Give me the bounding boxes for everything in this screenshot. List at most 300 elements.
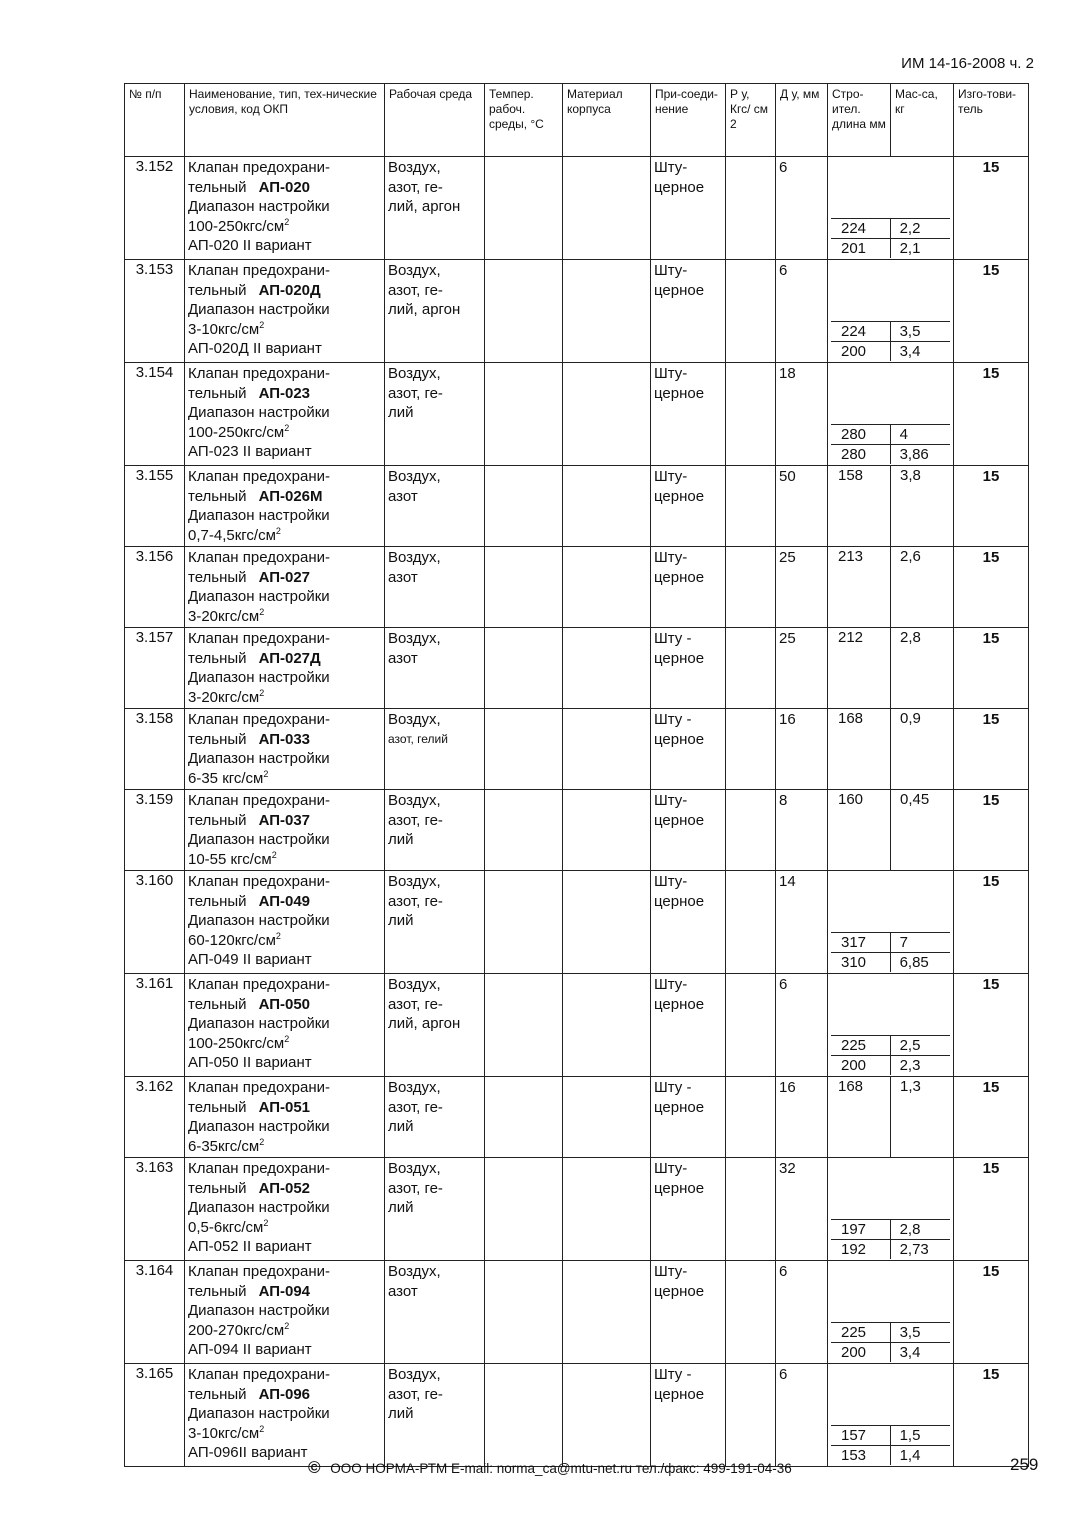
mass-value: 2,5 <box>899 1037 921 1054</box>
variant-label: АП-049 II вариант <box>188 951 312 968</box>
item-name <box>185 871 385 974</box>
manufacturer-code: 15 <box>954 1261 1029 1364</box>
connection-line: церное <box>654 281 705 299</box>
connection-type <box>651 709 726 790</box>
connection-line: Шту - <box>654 1079 692 1096</box>
item-name <box>185 363 385 466</box>
superscript: 2 <box>263 1217 269 1228</box>
connection-line: церное <box>654 811 705 829</box>
length-value: 212 <box>828 628 891 709</box>
item-type-line <box>188 384 381 404</box>
medium-line: Воздух, <box>388 1160 441 1177</box>
range-label: Диапазон настройки <box>188 1118 330 1135</box>
medium-line: азот <box>388 649 418 667</box>
item-name-line: Клапан предохрани- <box>188 365 330 382</box>
item-name-line: Клапан предохрани- <box>188 792 330 809</box>
material-cell <box>563 157 651 260</box>
item-name-line: Клапан предохрани- <box>188 1160 330 1177</box>
variant-label: АП-050 II вариант <box>188 1054 312 1071</box>
superscript: 2 <box>275 930 281 941</box>
range-value <box>188 769 381 789</box>
range-text: 100-250кгс/см <box>188 1034 285 1052</box>
range-value <box>188 217 381 237</box>
working-medium <box>385 157 485 260</box>
table-row <box>125 1158 1029 1261</box>
item-model: АП-023 <box>258 384 311 402</box>
temperature-cell <box>485 974 563 1077</box>
working-medium <box>385 709 485 790</box>
item-number: 3.154 <box>125 363 185 466</box>
table-row <box>125 466 1029 547</box>
medium-line: лий <box>388 1405 414 1422</box>
material-cell <box>563 628 651 709</box>
connection-line: Шту - <box>654 711 692 728</box>
item-type-line <box>188 1282 381 1302</box>
item-model: АП-094 <box>258 1282 311 1300</box>
variant-label: АП-094 II вариант <box>188 1341 312 1358</box>
nominal-diameter: 6 <box>776 974 828 1077</box>
item-type-line <box>188 995 381 1015</box>
manufacturer-code: 15 <box>954 790 1029 871</box>
column-header: Стро-ител. длина мм <box>828 84 891 157</box>
item-name-line: Клапан предохрани- <box>188 1366 330 1383</box>
range-label: Диапазон настройки <box>188 198 330 215</box>
medium-line: Воздух, <box>388 159 441 176</box>
pressure-cell <box>726 1364 776 1467</box>
variant-values-line <box>831 321 950 341</box>
connection-line: Шту- <box>654 792 688 809</box>
connection-type <box>651 871 726 974</box>
nominal-diameter: 25 <box>776 547 828 628</box>
range-label: Диапазон настройки <box>188 750 330 767</box>
medium-line: Воздух, <box>388 1366 441 1383</box>
mass-value: 2,73 <box>899 1241 929 1258</box>
pressure-cell <box>726 1077 776 1158</box>
length-mass-wrap <box>831 872 950 972</box>
nominal-diameter: 6 <box>776 157 828 260</box>
length-mass-cell <box>828 1364 954 1467</box>
range-label: Диапазон настройки <box>188 831 330 848</box>
variant-values-line <box>831 218 950 238</box>
medium-line: азот, ге- <box>388 892 443 910</box>
range-text: 0,5-6кгс/см <box>188 1218 264 1236</box>
mass-value: 1,3 <box>891 1077 954 1158</box>
length-value: 224 <box>831 322 891 341</box>
item-name <box>185 790 385 871</box>
length-value: 160 <box>828 790 891 871</box>
temperature-cell <box>485 466 563 547</box>
item-model: АП-027Д <box>258 649 321 667</box>
superscript: 2 <box>259 1423 265 1434</box>
working-medium <box>385 974 485 1077</box>
variant-values-line <box>831 1219 950 1239</box>
temperature-cell <box>485 363 563 466</box>
temperature-cell <box>485 260 563 363</box>
mass-value: 2,2 <box>899 220 921 237</box>
item-name-cont: тельный <box>188 1179 247 1197</box>
length-value: 317 <box>831 933 891 952</box>
superscript: 2 <box>284 1320 290 1331</box>
nominal-diameter: 6 <box>776 1261 828 1364</box>
valves-spec-table <box>124 83 1029 1467</box>
item-name-cont: тельный <box>188 995 247 1013</box>
medium-line: азот, ге- <box>388 178 443 196</box>
connection-line: церное <box>654 995 705 1013</box>
range-value <box>188 320 381 340</box>
item-name <box>185 974 385 1077</box>
item-model: АП-027 <box>258 568 311 586</box>
item-number: 3.165 <box>125 1364 185 1467</box>
connection-type <box>651 547 726 628</box>
item-number: 3.162 <box>125 1077 185 1158</box>
working-medium <box>385 871 485 974</box>
nominal-diameter: 14 <box>776 871 828 974</box>
medium-line: азот <box>388 568 418 586</box>
item-name-line: Клапан предохрани- <box>188 1263 330 1280</box>
connection-line: Шту- <box>654 262 688 279</box>
item-number: 3.161 <box>125 974 185 1077</box>
material-cell <box>563 466 651 547</box>
medium-line: лий <box>388 1118 414 1135</box>
nominal-diameter: 18 <box>776 363 828 466</box>
item-number: 3.155 <box>125 466 185 547</box>
item-model: АП-052 <box>258 1179 311 1197</box>
connection-type <box>651 790 726 871</box>
length-value: 157 <box>831 1426 891 1445</box>
variant-values-line <box>831 1445 950 1465</box>
length-mass-wrap <box>831 1365 950 1465</box>
range-label: Диапазон настройки <box>188 507 330 524</box>
medium-line: лий, аргон <box>388 198 461 215</box>
connection-line: Шту- <box>654 1160 688 1177</box>
material-cell <box>563 1364 651 1467</box>
variant-values-line <box>831 1342 950 1362</box>
length-value: 200 <box>831 1056 891 1075</box>
material-cell <box>563 871 651 974</box>
length-value: 225 <box>831 1323 891 1342</box>
connection-type <box>651 1158 726 1261</box>
manufacturer-code: 15 <box>954 974 1029 1077</box>
item-name-line: Клапан предохрани- <box>188 976 330 993</box>
range-label: Диапазон настройки <box>188 301 330 318</box>
medium-line: азот, ге- <box>388 1179 443 1197</box>
connection-line: церное <box>654 1098 705 1116</box>
material-cell <box>563 790 651 871</box>
superscript: 2 <box>275 525 281 536</box>
working-medium <box>385 363 485 466</box>
range-value <box>188 607 381 627</box>
item-model: АП-051 <box>258 1098 311 1116</box>
mass-value: 1,5 <box>899 1427 921 1444</box>
item-name-cont: тельный <box>188 649 247 667</box>
connection-type <box>651 157 726 260</box>
range-value <box>188 1321 381 1341</box>
connection-line: Шту- <box>654 549 688 566</box>
connection-type <box>651 1261 726 1364</box>
column-header: Р у, Кгс/ см 2 <box>726 84 776 157</box>
variant-label: АП-052 II вариант <box>188 1238 312 1255</box>
manufacturer-code: 15 <box>954 709 1029 790</box>
length-mass-cell <box>828 1158 954 1261</box>
variant-values-line <box>831 444 950 464</box>
material-cell <box>563 1077 651 1158</box>
medium-line: лий, аргон <box>388 1015 461 1032</box>
variant-values-line <box>831 424 950 444</box>
length-mass-wrap <box>831 261 950 361</box>
item-number: 3.152 <box>125 157 185 260</box>
range-text: 3-20кгс/см <box>188 688 260 706</box>
temperature-cell <box>485 1364 563 1467</box>
document-code: ИМ 14-16-2008 ч. 2 <box>901 55 1034 72</box>
table-row <box>125 871 1029 974</box>
copyright-icon: © <box>308 1458 321 1477</box>
footer-contacts: ООО НОРМА-РТМ E-mail: norma_ca@mtu-net.ru тел./факс: 499-191-04-36 <box>330 1461 792 1476</box>
item-name-cont: тельный <box>188 811 247 829</box>
length-value: 280 <box>831 425 891 444</box>
item-name-line: Клапан предохрани- <box>188 262 330 279</box>
range-text: 6-35 кгс/см <box>188 769 264 787</box>
range-value <box>188 850 381 870</box>
medium-line: азот <box>388 487 418 505</box>
nominal-diameter: 32 <box>776 1158 828 1261</box>
table-row <box>125 157 1029 260</box>
item-type-line <box>188 811 381 831</box>
temperature-cell <box>485 1261 563 1364</box>
range-label: Диапазон настройки <box>188 588 330 605</box>
medium-line: Воздух, <box>388 630 441 647</box>
connection-line: Шту- <box>654 159 688 176</box>
nominal-diameter: 50 <box>776 466 828 547</box>
connection-line: Шту- <box>654 976 688 993</box>
pressure-cell <box>726 790 776 871</box>
range-text: 6-35кгс/см <box>188 1137 260 1155</box>
medium-line: азот, ге- <box>388 1385 443 1403</box>
connection-type <box>651 628 726 709</box>
item-name-cont: тельный <box>188 892 247 910</box>
item-name-cont: тельный <box>188 1385 247 1403</box>
range-text: 10-55 кгс/см <box>188 850 272 868</box>
length-value: 224 <box>831 219 891 238</box>
range-text: 3-20кгс/см <box>188 607 260 625</box>
range-value <box>188 1034 381 1054</box>
temperature-cell <box>485 628 563 709</box>
working-medium <box>385 466 485 547</box>
connection-line: Шту- <box>654 1263 688 1280</box>
pressure-cell <box>726 709 776 790</box>
length-value: 192 <box>831 1240 891 1259</box>
table-row <box>125 260 1029 363</box>
item-number: 3.153 <box>125 260 185 363</box>
column-header: При-соеди-нение <box>651 84 726 157</box>
item-number: 3.157 <box>125 628 185 709</box>
superscript: 2 <box>284 216 290 227</box>
working-medium <box>385 1158 485 1261</box>
item-number: 3.158 <box>125 709 185 790</box>
range-label: Диапазон настройки <box>188 404 330 421</box>
connection-line: церное <box>654 730 705 748</box>
column-header: Д у, мм <box>776 84 828 157</box>
medium-line: Воздух, <box>388 365 441 382</box>
item-name <box>185 709 385 790</box>
range-label: Диапазон настройки <box>188 1015 330 1032</box>
medium-line: азот, ге- <box>388 811 443 829</box>
temperature-cell <box>485 1077 563 1158</box>
pressure-cell <box>726 547 776 628</box>
nominal-diameter: 25 <box>776 628 828 709</box>
temperature-cell <box>485 871 563 974</box>
item-name-cont: тельный <box>188 568 247 586</box>
variant-label: АП-096II вариант <box>188 1444 308 1461</box>
table-row <box>125 1261 1029 1364</box>
variant-values-line <box>831 932 950 952</box>
connection-type <box>651 974 726 1077</box>
column-header: Рабочая среда <box>385 84 485 157</box>
medium-line: Воздух, <box>388 976 441 993</box>
item-name-line: Клапан предохрани- <box>188 159 330 176</box>
pressure-cell <box>726 628 776 709</box>
column-header: Мас-са, кг <box>891 84 954 157</box>
connection-line: церное <box>654 1385 705 1403</box>
connection-line: Шту - <box>654 1366 692 1383</box>
variant-label: АП-023 II вариант <box>188 443 312 460</box>
item-number: 3.159 <box>125 790 185 871</box>
item-model: АП-096 <box>258 1385 311 1403</box>
length-mass-cell <box>828 260 954 363</box>
item-model: АП-037 <box>258 811 311 829</box>
table-row <box>125 363 1029 466</box>
item-type-line <box>188 281 381 301</box>
length-value: 168 <box>828 1077 891 1158</box>
connection-type <box>651 363 726 466</box>
item-model: АП-050 <box>258 995 311 1013</box>
connection-line: Шту- <box>654 873 688 890</box>
medium-line: азот, ге- <box>388 281 443 299</box>
item-name <box>185 466 385 547</box>
item-type-line <box>188 487 381 507</box>
mass-value: 2,8 <box>899 1221 921 1238</box>
medium-line: Воздух, <box>388 792 441 809</box>
medium-line: лий <box>388 912 414 929</box>
connection-line: церное <box>654 487 705 505</box>
table-header-row <box>125 84 1029 157</box>
item-number: 3.164 <box>125 1261 185 1364</box>
item-type-line <box>188 1098 381 1118</box>
column-header: Материал корпуса <box>563 84 651 157</box>
length-mass-wrap <box>831 1159 950 1259</box>
item-name-line: Клапан предохрани- <box>188 711 330 728</box>
mass-value: 6,85 <box>899 954 929 971</box>
working-medium <box>385 1077 485 1158</box>
length-mass-cell <box>828 363 954 466</box>
item-number: 3.163 <box>125 1158 185 1261</box>
superscript: 2 <box>263 768 269 779</box>
working-medium <box>385 1364 485 1467</box>
pressure-cell <box>726 871 776 974</box>
item-name-cont: тельный <box>188 487 247 505</box>
connection-type <box>651 466 726 547</box>
mass-value: 3,4 <box>899 343 921 360</box>
temperature-cell <box>485 790 563 871</box>
item-model: АП-049 <box>258 892 311 910</box>
item-type-line <box>188 1385 381 1405</box>
medium-line: Воздух, <box>388 711 441 728</box>
variant-label: АП-020 II вариант <box>188 237 312 254</box>
table-row <box>125 1364 1029 1467</box>
item-model: АП-020 <box>258 178 311 196</box>
length-value: 310 <box>831 953 891 972</box>
table-row <box>125 1077 1029 1158</box>
range-value <box>188 423 381 443</box>
range-label: Диапазон настройки <box>188 669 330 686</box>
item-number: 3.160 <box>125 871 185 974</box>
item-name-cont: тельный <box>188 730 247 748</box>
working-medium <box>385 790 485 871</box>
superscript: 2 <box>271 849 277 860</box>
item-type-line <box>188 649 381 669</box>
mass-value: 0,9 <box>891 709 954 790</box>
temperature-cell <box>485 709 563 790</box>
variant-values-line <box>831 1055 950 1075</box>
column-header: Наименование, тип, тех-нические условия, код ОКП <box>185 84 385 157</box>
length-value: 200 <box>831 1343 891 1362</box>
item-name-cont: тельный <box>188 281 247 299</box>
manufacturer-code: 15 <box>954 157 1029 260</box>
item-name <box>185 1158 385 1261</box>
item-name <box>185 1261 385 1364</box>
item-type-line <box>188 730 381 750</box>
manufacturer-code: 15 <box>954 547 1029 628</box>
item-name <box>185 628 385 709</box>
item-name <box>185 1364 385 1467</box>
table-row <box>125 709 1029 790</box>
range-text: 200-270кгс/см <box>188 1321 285 1339</box>
material-cell <box>563 363 651 466</box>
medium-line: лий <box>388 831 414 848</box>
variant-values-line <box>831 341 950 361</box>
connection-type <box>651 260 726 363</box>
manufacturer-code: 15 <box>954 260 1029 363</box>
range-text: 0,7-4,5кгс/см <box>188 526 276 544</box>
item-name <box>185 260 385 363</box>
medium-line: азот, ге- <box>388 384 443 402</box>
item-type-line <box>188 892 381 912</box>
length-value: 200 <box>831 342 891 361</box>
superscript: 2 <box>284 1033 290 1044</box>
item-name-line: Клапан предохрани- <box>188 1079 330 1096</box>
medium-line: Воздух, <box>388 468 441 485</box>
pressure-cell <box>726 363 776 466</box>
medium-line: Воздух, <box>388 549 441 566</box>
mass-value: 2,3 <box>899 1057 921 1074</box>
column-header: Темпер. рабоч. среды, °С <box>485 84 563 157</box>
range-text: 3-10кгс/см <box>188 1424 260 1442</box>
mass-value: 3,4 <box>899 1344 921 1361</box>
pressure-cell <box>726 974 776 1077</box>
superscript: 2 <box>259 1136 265 1147</box>
item-model: АП-026М <box>258 487 323 505</box>
length-mass-cell <box>828 157 954 260</box>
mass-value: 7 <box>899 934 908 951</box>
mass-value: 1,4 <box>899 1447 921 1464</box>
connection-line: церное <box>654 1179 705 1197</box>
manufacturer-code: 15 <box>954 628 1029 709</box>
item-name-cont: тельный <box>188 1282 247 1300</box>
medium-line: азот, гелий <box>388 731 448 746</box>
length-mass-wrap <box>831 158 950 258</box>
connection-type <box>651 1364 726 1467</box>
length-mass-wrap <box>831 1262 950 1362</box>
nominal-diameter: 8 <box>776 790 828 871</box>
